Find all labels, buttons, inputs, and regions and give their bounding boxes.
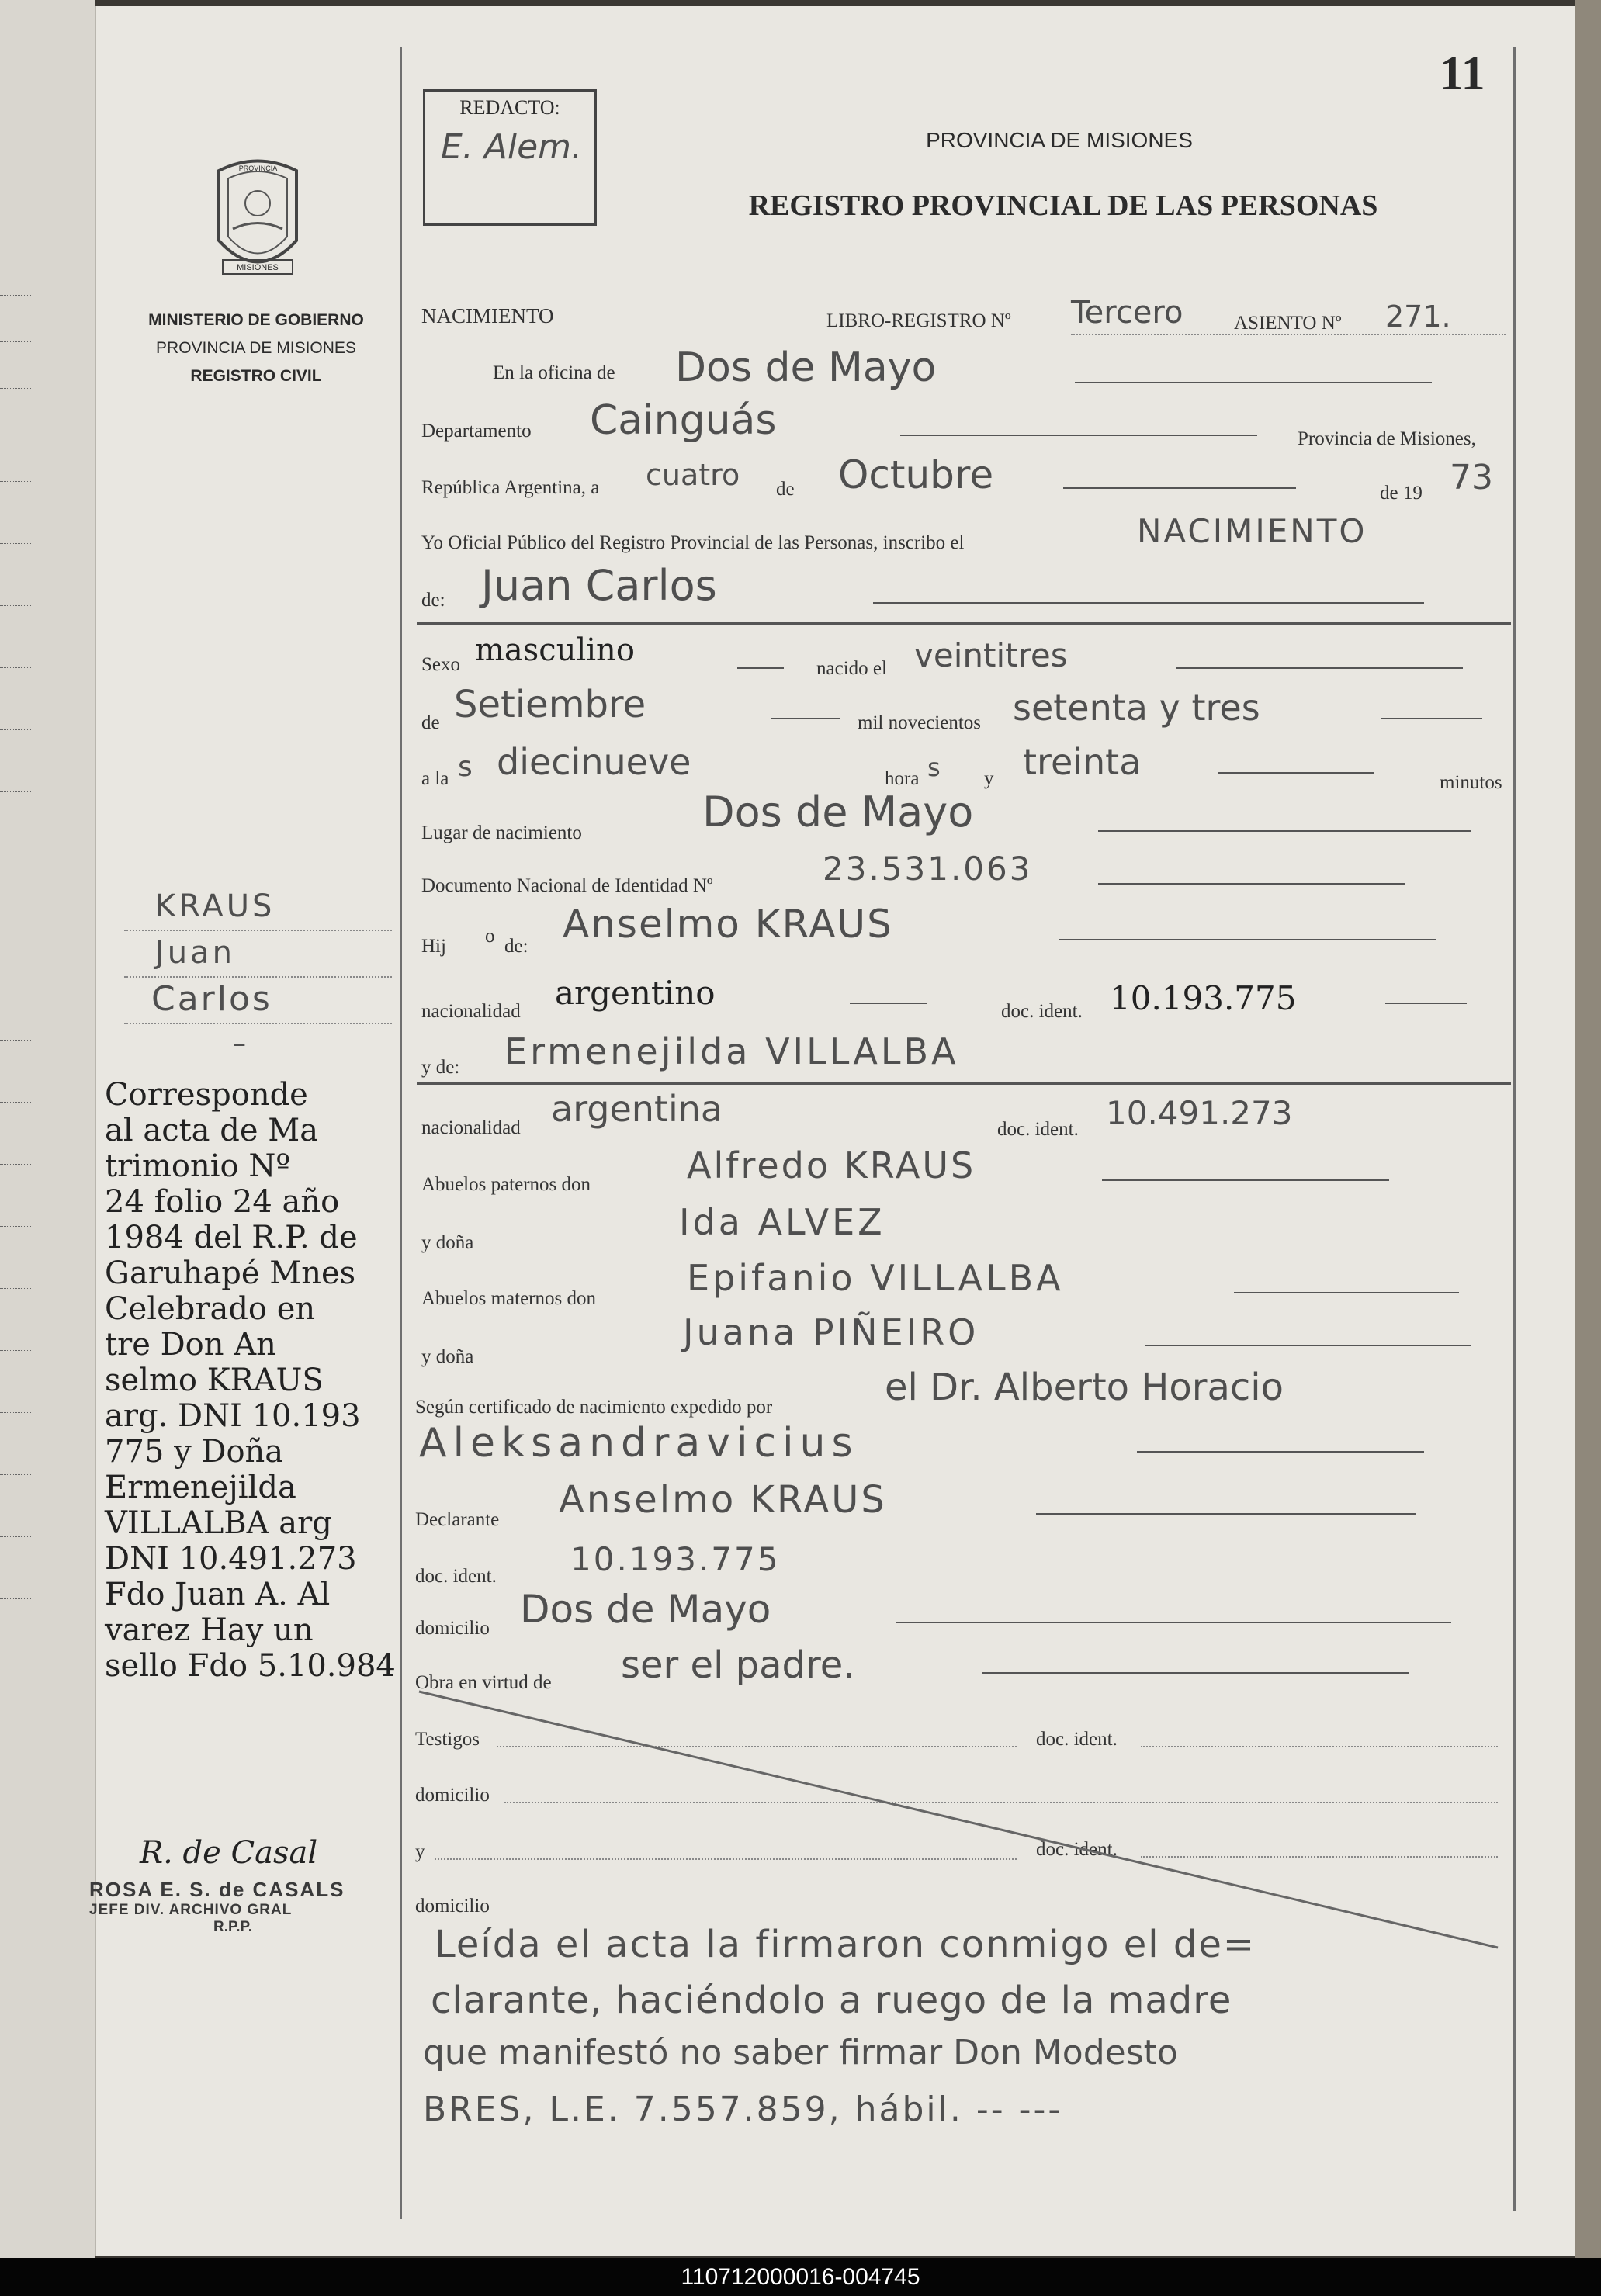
oficina-label: En la oficina de [493, 362, 615, 383]
declarante-value: Anselmo KRAUS [559, 1478, 887, 1522]
closing-line-2: clarante, haciéndolo a ruego de la madre [431, 1979, 1232, 2022]
asiento-value: 271. [1385, 300, 1451, 334]
nac2-value: argentina [551, 1088, 723, 1130]
y2-label: y [415, 1841, 425, 1862]
margin-note-line: Garuhapé Mnes [105, 1255, 356, 1291]
padre-value: Anselmo KRAUS [563, 902, 893, 947]
margin-note [105, 1077, 400, 1684]
margin-note-line: 24 folio 24 año [105, 1184, 340, 1220]
stamp-line-2: JEFE DIV. ARCHIVO GRAL [89, 1902, 293, 1918]
ydona2-label: y doña [421, 1346, 474, 1367]
margin-note-line: tre Don An [105, 1327, 276, 1363]
margin-note-line: VILLALBA arg [105, 1505, 332, 1541]
domicilio1-label: domicilio [415, 1618, 490, 1639]
seal-bottom-text: MISIONES [237, 263, 279, 272]
nombre-label: de: [421, 590, 445, 611]
dni-value: 23.531.063 [823, 850, 1033, 888]
asiento-label: ASIENTO Nº [1234, 313, 1342, 334]
margin-note-line: varez Hay un [105, 1612, 314, 1648]
horas-suffix: s [927, 753, 941, 782]
stamp-line-1: ROSA E. S. de CASALS [89, 1878, 345, 1901]
libro-label: LIBRO-REGISTRO Nº [826, 310, 1011, 331]
docident1-label: doc. ident. [1001, 1001, 1083, 1022]
sexo-label: Sexo [421, 654, 460, 675]
domicilio2-label: domicilio [415, 1785, 490, 1806]
y-label: y [984, 768, 994, 789]
margin-note-line: selmo KRAUS [105, 1363, 324, 1398]
anio-prefix: de 19 [1380, 483, 1423, 504]
segun-label: Según certificado de nacimiento expedido por [415, 1397, 773, 1418]
lugar-label: Lugar de nacimiento [421, 822, 582, 843]
nacido-value: veintitres [914, 636, 1068, 674]
redacto-initials: E. Alem. [441, 127, 583, 167]
margin-note-line: trimonio Nº [105, 1148, 291, 1184]
mes-value: Octubre [838, 452, 994, 497]
mil-label: mil novecientos [858, 712, 981, 733]
libro-value: Tercero [1071, 295, 1183, 331]
republica-label: República Argentina, a [421, 477, 600, 498]
margin-note-line: 1984 del R.P. de [105, 1220, 358, 1255]
redacto-label: REDACTO: [459, 96, 560, 119]
margin-divider [400, 47, 402, 2219]
segun-value: el Dr. Alberto Horacio [885, 1366, 1284, 1409]
stamp-line-3: R.P.P. [213, 1919, 253, 1935]
madre-value: Ermenejilda VILLALBA [504, 1030, 959, 1072]
nombre-value: Juan Carlos [481, 561, 717, 610]
docident2-label: doc. ident. [997, 1119, 1079, 1140]
ydona1-label: y doña [421, 1232, 474, 1253]
margin-dash: – [233, 1028, 246, 1059]
margin-note-line: Corresponde [105, 1077, 308, 1113]
adjacent-page-edge [0, 0, 95, 2258]
margin-given-2: Carlos [151, 979, 272, 1019]
inscribo-label: Yo Oficial Público del Registro Provincial de las Personas, inscribo el [421, 532, 965, 553]
abmat-label: Abuelos maternos don [421, 1288, 596, 1309]
anio-nac-value: setenta y tres [1013, 687, 1260, 729]
margin-note-line: Celebrado en [105, 1291, 316, 1327]
dni-label: Documento Nacional de Identidad Nº [421, 875, 713, 896]
margin-note-line: Fdo Juan A. Al [105, 1577, 331, 1612]
departamento-value: Cainguás [590, 397, 777, 444]
docident1-value: 10.193.775 [1110, 979, 1297, 1017]
margin-note-line: DNI 10.491.273 [105, 1541, 357, 1577]
header-province: PROVINCIA DE MISIONES [926, 128, 1193, 152]
abpat-label: Abuelos paternos don [421, 1174, 591, 1195]
margin-given-1: Juan [155, 935, 236, 971]
docident3-value: 10.193.775 [570, 1540, 781, 1578]
header-registry: REGISTRO PROVINCIAL DE LAS PERSONAS [748, 189, 1378, 222]
abpat2-value: Ida ALVEZ [679, 1201, 885, 1243]
horas-label: hora [885, 768, 920, 789]
seal-top-text: PROVINCIA [238, 164, 278, 172]
obra-value: ser el padre. [621, 1643, 855, 1687]
docident3-label: doc. ident. [415, 1566, 497, 1587]
oficina-value: Dos de Mayo [675, 345, 937, 391]
docident5-label: doc. ident. [1036, 1839, 1118, 1860]
margin-note-line: Ermenejilda [105, 1470, 296, 1505]
margin-signature: R. de Casal [140, 1835, 318, 1871]
ministry-block [132, 306, 380, 390]
abpat-value: Alfredo KRAUS [687, 1145, 976, 1186]
ministry-line2: PROVINCIA DE MISIONES [156, 339, 356, 357]
yde-label: y de: [421, 1057, 460, 1078]
nacido-label: nacido el [816, 658, 887, 679]
hijo-de-label: de: [504, 936, 528, 957]
nac1-value: argentino [555, 974, 716, 1012]
nac2-label: nacionalidad [421, 1117, 521, 1138]
ala-suffix: s [458, 751, 473, 783]
ministry-line1: MINISTERIO DE GOBIERNO [148, 311, 364, 329]
hijo-suffix: o [485, 926, 495, 947]
abmat2-value: Juana PIÑEIRO [683, 1311, 979, 1353]
margin-note-line: arg. DNI 10.193 [105, 1398, 361, 1434]
closing-line-3: que manifestó no saber firmar Don Modesto [423, 2033, 1178, 2073]
docident4-label: doc. ident. [1036, 1729, 1118, 1750]
docident2-value: 10.491.273 [1106, 1094, 1293, 1132]
hora-value: diecinueve [497, 741, 691, 783]
minutos-label: minutos [1440, 772, 1502, 793]
redacto-box [423, 89, 597, 226]
ministry-line3: REGISTRO CIVIL [190, 367, 322, 385]
declarante-label: Declarante [415, 1509, 500, 1530]
anio-value: 73 [1450, 458, 1493, 497]
cancel-diagonal-line [411, 1684, 1513, 1963]
archive-stamp [89, 1878, 396, 1936]
minutos-value: treinta [1023, 741, 1142, 783]
sexo-value: masculino [475, 632, 635, 668]
inscribo-value: NACIMIENTO [1137, 512, 1367, 550]
book-spine [1575, 0, 1601, 2258]
ala-label: a la [421, 768, 449, 789]
margin-note-line: al acta de Ma [105, 1113, 319, 1148]
margin-surname: KRAUS [155, 888, 275, 924]
dia-value: cuatro [646, 458, 740, 492]
lugar-value: Dos de Mayo [702, 788, 974, 836]
de-label: de [776, 479, 795, 500]
document-id-footer: 110712000016-004745 [0, 2258, 1601, 2296]
segun-value-2: Aleksandravicius [419, 1420, 859, 1467]
closing-line-4: BRES, L.E. 7.557.859, hábil. -- --- [423, 2090, 1063, 2129]
closing-line-1: Leída el acta la firmaron conmigo el de= [435, 1923, 1256, 1966]
margin-note-line: 775 y Doña [105, 1434, 284, 1470]
page-number: 11 [1440, 47, 1485, 100]
act-type-label: NACIMIENTO [421, 304, 554, 327]
domicilio1-value: Dos de Mayo [520, 1587, 771, 1632]
margin-note-line: sello Fdo 5.10.984 [105, 1648, 396, 1684]
obra-label: Obra en virtud de [415, 1672, 552, 1693]
hijo-label: Hij [421, 936, 446, 957]
domicilio3-label: domicilio [415, 1896, 490, 1917]
mes-nac-value: Setiembre [454, 683, 646, 726]
abmat-value: Epifanio VILLALBA [687, 1257, 1064, 1299]
mes-nac-label: de [421, 712, 440, 733]
nac1-label: nacionalidad [421, 1001, 521, 1022]
provincia-label: Provincia de Misiones, [1298, 428, 1476, 449]
departamento-label: Departamento [421, 421, 532, 442]
testigos-label: Testigos [415, 1729, 480, 1750]
right-border [1513, 47, 1516, 2211]
